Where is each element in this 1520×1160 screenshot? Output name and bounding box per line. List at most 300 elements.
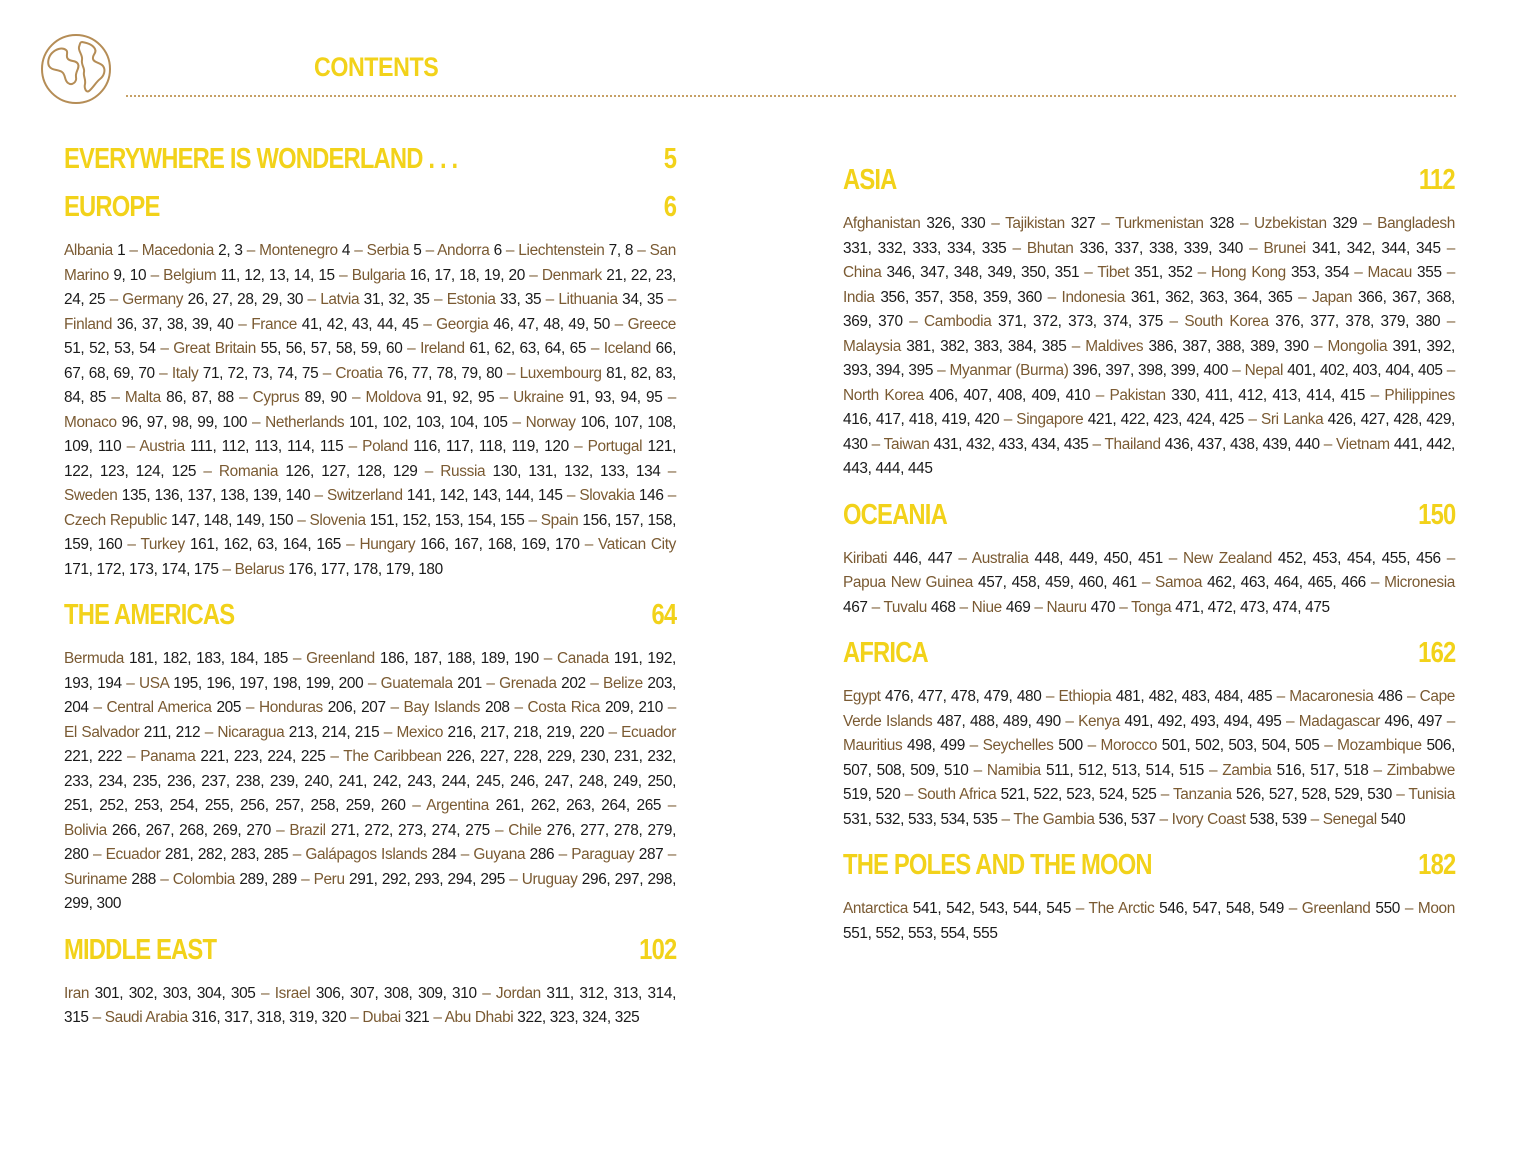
country-name[interactable]: Nauru bbox=[1046, 598, 1087, 616]
country-name[interactable]: Cyprus bbox=[252, 389, 300, 406]
country-name[interactable]: Liechtenstein bbox=[518, 242, 605, 259]
country-name[interactable]: France bbox=[251, 315, 297, 333]
section-entries bbox=[843, 897, 1455, 946]
entry-separator: – bbox=[1319, 737, 1338, 754]
country-name[interactable]: Canada bbox=[557, 650, 609, 667]
entry-separator: – bbox=[1440, 313, 1456, 330]
country-name[interactable]: The Gambia bbox=[1013, 810, 1095, 828]
country-pages: 301, 302, 303, 304, 305 bbox=[94, 984, 256, 1002]
entry-separator: – bbox=[146, 266, 164, 284]
country-name[interactable]: Papua New Guinea bbox=[843, 574, 974, 591]
country-pages: 396, 397, 398, 399, 400 bbox=[1072, 362, 1229, 379]
country-name[interactable]: Morocco bbox=[1100, 737, 1158, 754]
country-name[interactable]: Spain bbox=[540, 511, 579, 529]
country-pages: 371, 372, 373, 374, 375 bbox=[997, 313, 1163, 330]
entry-separator: – bbox=[1155, 810, 1172, 828]
entry-separator: – bbox=[663, 487, 676, 504]
country-pages: 550 bbox=[1375, 900, 1400, 917]
section-title[interactable]: ASIA bbox=[843, 164, 897, 196]
entry-separator: – bbox=[509, 699, 528, 716]
country-name[interactable]: India bbox=[843, 288, 875, 306]
entry-separator: – bbox=[1442, 712, 1455, 730]
country-name[interactable]: Argentina bbox=[426, 797, 489, 814]
section-page-number: 182 bbox=[1417, 849, 1455, 881]
country-name[interactable]: Mongolia bbox=[1327, 337, 1388, 355]
section-entries bbox=[64, 239, 676, 582]
country-name[interactable]: Taiwan bbox=[883, 435, 930, 453]
country-pages: 351, 352 bbox=[1134, 264, 1193, 281]
country-name[interactable]: Senegal bbox=[1322, 810, 1377, 828]
entry-separator: – bbox=[363, 674, 381, 692]
section-heading bbox=[64, 191, 676, 225]
country-name[interactable]: Croatia bbox=[335, 364, 383, 382]
country-name[interactable]: Netherlands bbox=[265, 413, 345, 431]
country-name[interactable]: Indonesia bbox=[1061, 288, 1126, 306]
country-pages: 151, 152, 153, 154, 155 bbox=[369, 511, 525, 529]
country-name[interactable]: Greece bbox=[627, 315, 676, 333]
country-name[interactable]: Tanzania bbox=[1172, 786, 1232, 803]
country-name[interactable]: Samoa bbox=[1155, 574, 1203, 591]
country-pages: 166, 167, 168, 169, 170 bbox=[420, 536, 580, 553]
country-name[interactable]: Guatemala bbox=[380, 674, 453, 692]
country-pages: 281, 282, 283, 285 bbox=[164, 846, 289, 863]
country-name[interactable]: Ivory Coast bbox=[1171, 810, 1246, 828]
entry-separator: – bbox=[1440, 549, 1455, 567]
country-name[interactable]: Belarus bbox=[234, 560, 285, 578]
country-name[interactable]: Moldova bbox=[365, 389, 422, 406]
country-pages: 226, 227, 228, 229, 230, 231, 232, 233, 234, 235, 236, 237, 238, 239, 240, 241, 242, 243, 244, 245, 246, 247, 248, 249, 250, 251, 252, 253, 254, 255, 256, 257, 258, 259, 260 bbox=[64, 748, 676, 814]
section-title[interactable]: THE POLES AND THE MOON bbox=[843, 849, 1152, 881]
country-name[interactable]: Panama bbox=[140, 748, 196, 765]
entry-separator: – bbox=[405, 797, 427, 814]
country-pages: 101, 102, 103, 104, 105 bbox=[349, 413, 508, 431]
country-pages: 221, 222 bbox=[64, 748, 123, 765]
section-entries bbox=[843, 212, 1455, 482]
section-heading bbox=[843, 849, 1455, 883]
entry-separator: – bbox=[125, 242, 142, 259]
country-pages: 331, 332, 333, 334, 335 bbox=[843, 239, 1007, 257]
entry-separator: – bbox=[633, 242, 650, 259]
country-name[interactable]: Denmark bbox=[541, 266, 602, 284]
section-entries bbox=[64, 982, 676, 1031]
entry-separator: – bbox=[218, 560, 235, 578]
country-name[interactable]: Austria bbox=[139, 438, 185, 455]
country-name[interactable]: Lithuania bbox=[558, 291, 618, 308]
country-name[interactable]: Antarctica bbox=[843, 900, 908, 917]
entry-separator: – bbox=[156, 870, 173, 888]
section-poles bbox=[843, 849, 1455, 946]
country-name[interactable]: Bangladesh bbox=[1377, 215, 1455, 232]
country-name[interactable]: Israel bbox=[274, 984, 311, 1002]
country-name[interactable]: Sweden bbox=[64, 487, 118, 504]
country-name[interactable]: Andorra bbox=[437, 242, 490, 259]
entry-separator: – bbox=[106, 389, 125, 406]
country-name[interactable]: Bermuda bbox=[64, 650, 124, 667]
globe-icon bbox=[38, 33, 116, 105]
country-pages: 289, 289 bbox=[239, 870, 297, 888]
entry-separator: – bbox=[1319, 435, 1337, 453]
country-name[interactable]: Zambia bbox=[1222, 761, 1272, 779]
entry-separator: – bbox=[900, 786, 918, 803]
country-name[interactable]: Ecuador bbox=[105, 846, 161, 863]
country-name[interactable]: Central America bbox=[106, 699, 212, 716]
country-name[interactable]: North Korea bbox=[843, 386, 924, 404]
entry-separator: – bbox=[379, 723, 397, 741]
entry-separator: – bbox=[507, 413, 526, 431]
country-name[interactable]: Tuvalu bbox=[883, 598, 927, 616]
entry-separator: – bbox=[233, 389, 253, 406]
entry-separator: – bbox=[538, 650, 558, 667]
entry-separator: – bbox=[417, 462, 441, 480]
country-name[interactable]: Norway bbox=[525, 413, 576, 431]
country-name[interactable]: Brazil bbox=[289, 821, 326, 839]
country-name[interactable]: Great Britain bbox=[173, 340, 256, 357]
country-pages: 501, 502, 503, 504, 505 bbox=[1161, 737, 1320, 754]
section-page-number: 64 bbox=[651, 599, 676, 631]
country-pages: 266, 267, 268, 269, 270 bbox=[111, 821, 272, 839]
country-name[interactable]: South Korea bbox=[1184, 313, 1269, 330]
country-name[interactable]: Australia bbox=[971, 549, 1029, 567]
country-name[interactable]: Slovakia bbox=[579, 487, 635, 504]
section-title[interactable]: AFRICA bbox=[843, 637, 928, 669]
entry-separator: – bbox=[334, 266, 352, 284]
country-pages: 448, 449, 450, 451 bbox=[1034, 549, 1163, 567]
entry-separator: – bbox=[1281, 712, 1299, 730]
country-name[interactable]: Suriname bbox=[64, 870, 128, 888]
country-name[interactable]: Grenada bbox=[499, 674, 557, 692]
country-name[interactable]: Seychelles bbox=[982, 737, 1054, 754]
country-name[interactable]: Singapore bbox=[1016, 411, 1084, 428]
country-name[interactable]: Colombia bbox=[172, 870, 236, 888]
country-name[interactable]: Mauritius bbox=[843, 737, 903, 754]
country-name[interactable]: Nepal bbox=[1244, 362, 1284, 379]
country-name[interactable]: Madagascar bbox=[1298, 712, 1380, 730]
country-name[interactable]: Mexico bbox=[396, 723, 444, 741]
country-pages: 519, 520 bbox=[843, 786, 901, 803]
country-pages: 201 bbox=[457, 674, 482, 692]
country-name[interactable]: Czech Republic bbox=[64, 511, 167, 529]
country-name[interactable]: Estonia bbox=[446, 291, 496, 308]
country-pages: 526, 527, 528, 529, 530 bbox=[1236, 786, 1392, 803]
country-name[interactable]: Chile bbox=[508, 821, 542, 839]
country-pages: 500 bbox=[1058, 737, 1083, 754]
country-name[interactable]: Micronesia bbox=[1384, 574, 1456, 591]
country-name[interactable]: Serbia bbox=[366, 242, 410, 259]
country-name[interactable]: Jordan bbox=[495, 984, 541, 1002]
country-pages: 538, 539 bbox=[1249, 810, 1307, 828]
entry-separator: – bbox=[1060, 712, 1079, 730]
entry-separator: – bbox=[554, 846, 572, 863]
country-pages: 487, 488, 489, 490 bbox=[936, 712, 1061, 730]
entry-separator: – bbox=[105, 291, 123, 308]
country-pages: 5 bbox=[413, 242, 422, 259]
entry-separator: – bbox=[902, 313, 925, 330]
entry-separator: – bbox=[663, 846, 676, 863]
entry-separator: – bbox=[1192, 264, 1211, 281]
entry-separator: – bbox=[121, 674, 139, 692]
entry-separator: – bbox=[1162, 549, 1184, 567]
country-name[interactable]: Finland bbox=[64, 315, 113, 333]
section-americas bbox=[64, 599, 676, 917]
country-pages: 406, 407, 408, 409, 410 bbox=[929, 386, 1091, 404]
country-name[interactable]: Galápagos Islands bbox=[305, 846, 428, 863]
country-name[interactable]: Mozambique bbox=[1337, 737, 1422, 754]
country-name[interactable]: The Arctic bbox=[1088, 900, 1155, 917]
country-name[interactable]: Italy bbox=[171, 364, 199, 382]
entry-separator: – bbox=[481, 674, 500, 692]
entry-separator: – bbox=[1357, 215, 1378, 232]
country-pages: 446, 447 bbox=[893, 549, 953, 567]
country-pages: 1 bbox=[117, 242, 126, 259]
entry-separator: – bbox=[154, 364, 172, 382]
country-pages: 141, 142, 143, 144, 145 bbox=[406, 487, 563, 504]
country-name[interactable]: South Africa bbox=[917, 786, 997, 803]
country-name[interactable]: Vatican City bbox=[598, 536, 676, 553]
country-name[interactable]: Egypt bbox=[843, 688, 881, 705]
entry-separator: – bbox=[1115, 598, 1132, 616]
country-name[interactable]: Vietnam bbox=[1336, 435, 1390, 453]
country-name[interactable]: Afghanistan bbox=[843, 215, 921, 232]
country-name[interactable]: Russia bbox=[440, 462, 486, 480]
country-pages: 296, 297, 298, 299, 300 bbox=[64, 870, 677, 912]
country-pages: 457, 458, 459, 460, 461 bbox=[978, 574, 1137, 591]
country-pages: 66, 67, 68, 69, 70 bbox=[64, 340, 677, 382]
country-name[interactable]: Kiribati bbox=[843, 549, 888, 567]
country-pages: 21, 22, 23, 24, 25 bbox=[64, 266, 676, 308]
section-africa bbox=[843, 637, 1455, 832]
entry-separator: – bbox=[1041, 288, 1062, 306]
country-name[interactable]: Costa Rica bbox=[527, 699, 601, 716]
country-name[interactable]: Montenegro bbox=[259, 242, 338, 259]
entry-separator: – bbox=[1292, 288, 1313, 306]
country-name[interactable]: Sri Lanka bbox=[1260, 411, 1324, 428]
country-name[interactable]: Thailand bbox=[1104, 435, 1161, 453]
country-pages: 536, 537 bbox=[1098, 810, 1156, 828]
entry-separator: – bbox=[418, 315, 437, 333]
country-name[interactable]: San Marino bbox=[64, 242, 676, 284]
entry-separator: – bbox=[586, 340, 604, 357]
country-pages: 146 bbox=[638, 487, 664, 504]
section-entries bbox=[843, 547, 1455, 621]
country-name[interactable]: Tajikistan bbox=[1005, 215, 1065, 232]
country-name[interactable]: Bulgaria bbox=[351, 266, 406, 284]
entry-separator: – bbox=[662, 389, 676, 406]
country-name[interactable]: Pakistan bbox=[1109, 386, 1166, 404]
entry-separator: – bbox=[346, 389, 366, 406]
country-name[interactable]: Moon bbox=[1417, 900, 1455, 917]
country-name[interactable]: Tunisia bbox=[1408, 786, 1455, 803]
section-page-number: 150 bbox=[1417, 498, 1455, 531]
entry-separator: – bbox=[421, 242, 438, 259]
country-pages: 531, 532, 533, 534, 535 bbox=[843, 810, 998, 828]
country-name[interactable]: Monaco bbox=[64, 413, 117, 431]
country-pages: 61, 62, 63, 64, 65 bbox=[469, 340, 587, 357]
section-middle-east bbox=[64, 934, 676, 1031]
country-name[interactable]: Germany bbox=[122, 291, 184, 308]
entry-separator: – bbox=[1306, 810, 1323, 828]
country-pages: 284 bbox=[431, 846, 457, 863]
section-title[interactable]: THE AMERICAS bbox=[64, 599, 235, 631]
country-name[interactable]: Bolivia bbox=[64, 821, 107, 839]
entry-separator: – bbox=[296, 870, 314, 888]
country-name[interactable]: Kenya bbox=[1078, 712, 1120, 730]
section-title[interactable]: MIDDLE EAST bbox=[64, 933, 217, 966]
country-name[interactable]: Bay Islands bbox=[403, 699, 481, 716]
country-name[interactable]: Greenland bbox=[1301, 900, 1371, 917]
country-name[interactable]: Poland bbox=[362, 438, 408, 455]
country-name[interactable]: Japan bbox=[1312, 288, 1353, 306]
section-heading bbox=[843, 499, 1455, 533]
country-pages: 329 bbox=[1332, 215, 1358, 232]
entry-separator: – bbox=[1442, 362, 1456, 379]
country-pages: 116, 117, 118, 119, 120 bbox=[413, 438, 569, 455]
entry-separator: – bbox=[964, 737, 983, 754]
country-name[interactable]: Tibet bbox=[1097, 264, 1130, 281]
entry-separator: – bbox=[933, 362, 950, 379]
entry-separator: – bbox=[1070, 900, 1089, 917]
country-name[interactable]: Brunei bbox=[1263, 239, 1306, 257]
country-name[interactable]: Albania bbox=[64, 242, 113, 259]
right-column bbox=[843, 164, 1455, 963]
country-name[interactable]: Namibia bbox=[986, 761, 1041, 779]
entry-separator: – bbox=[1402, 688, 1420, 705]
country-name[interactable]: Philippines bbox=[1384, 386, 1455, 404]
section-heading bbox=[64, 599, 676, 633]
country-pages: 498, 499 bbox=[907, 737, 965, 754]
entry-separator: – bbox=[1244, 411, 1261, 428]
country-name[interactable]: Hong Kong bbox=[1210, 264, 1286, 281]
country-name[interactable]: Macedonia bbox=[141, 242, 214, 259]
country-name[interactable]: Belize bbox=[603, 674, 643, 692]
country-name[interactable]: Ukraine bbox=[513, 389, 564, 406]
country-name[interactable]: Niue bbox=[971, 598, 1002, 616]
country-pages: 211, 212 bbox=[143, 723, 201, 741]
country-name[interactable]: Georgia bbox=[436, 315, 489, 333]
country-name[interactable]: Luxembourg bbox=[519, 364, 602, 382]
country-pages: 468 bbox=[930, 598, 956, 616]
section-entries bbox=[843, 685, 1455, 832]
section-title[interactable]: EUROPE bbox=[64, 191, 160, 223]
entry-separator: – bbox=[1365, 574, 1385, 591]
country-pages: 206, 207 bbox=[327, 699, 386, 716]
country-name[interactable]: Tonga bbox=[1131, 598, 1172, 616]
country-name[interactable]: China bbox=[843, 264, 882, 281]
country-name[interactable]: Bhutan bbox=[1026, 239, 1074, 257]
country-name[interactable]: Greenland bbox=[306, 650, 375, 667]
country-pages: 130, 131, 132, 133, 134 bbox=[492, 462, 661, 480]
country-name[interactable]: Maldives bbox=[1085, 337, 1144, 355]
country-name[interactable]: Cambodia bbox=[924, 313, 992, 330]
country-pages: 356, 357, 358, 359, 360 bbox=[880, 288, 1042, 306]
country-pages: 91, 92, 95 bbox=[426, 389, 495, 406]
country-name[interactable]: Honduras bbox=[258, 699, 323, 716]
country-name[interactable]: Cape Verde Islands bbox=[843, 688, 1455, 730]
country-name[interactable]: Macau bbox=[1367, 264, 1412, 281]
country-name[interactable]: The Caribbean bbox=[343, 748, 442, 765]
country-name[interactable]: New Zealand bbox=[1183, 549, 1272, 567]
country-pages: 135, 136, 137, 138, 139, 140 bbox=[121, 487, 311, 504]
country-pages: 81, 82, 83, 84, 85 bbox=[64, 364, 676, 406]
country-name[interactable]: USA bbox=[138, 674, 169, 692]
country-name[interactable]: Peru bbox=[313, 870, 345, 888]
country-name[interactable]: Malta bbox=[124, 389, 161, 406]
entry-separator: – bbox=[502, 364, 520, 382]
country-pages: 328 bbox=[1209, 215, 1235, 232]
country-name[interactable]: Saudi Arabia bbox=[104, 1009, 188, 1026]
country-name[interactable]: Malaysia bbox=[843, 337, 901, 355]
country-name[interactable]: Guyana bbox=[473, 846, 526, 863]
entry-separator: – bbox=[241, 699, 259, 716]
country-name[interactable]: El Salvador bbox=[64, 723, 140, 741]
country-name[interactable]: Dubai bbox=[362, 1009, 401, 1026]
entry-separator: – bbox=[310, 487, 327, 504]
country-name[interactable]: Switzerland bbox=[326, 487, 403, 504]
entry-separator: – bbox=[293, 511, 310, 529]
country-pages: 322, 323, 324, 325 bbox=[517, 1009, 640, 1026]
country-pages: 111, 112, 113, 114, 115 bbox=[190, 438, 344, 455]
country-name[interactable]: Ecuador bbox=[621, 723, 677, 741]
section-page-number: 102 bbox=[638, 933, 676, 966]
country-name[interactable]: Zimbabwe bbox=[1386, 761, 1455, 779]
left-column bbox=[64, 143, 676, 1048]
country-pages: 391, 392, 393, 394, 395 bbox=[843, 337, 1455, 379]
entry-separator: – bbox=[504, 870, 522, 888]
section-title[interactable]: OCEANIA bbox=[843, 498, 947, 531]
country-name[interactable]: Iceland bbox=[603, 340, 651, 357]
country-pages: 121, 122, 123, 124, 125 bbox=[64, 438, 677, 480]
country-name[interactable]: Ireland bbox=[420, 340, 465, 357]
entry-separator: – bbox=[1440, 239, 1455, 257]
country-pages: 33, 35 bbox=[500, 291, 542, 308]
entry-separator: – bbox=[122, 536, 141, 553]
country-pages: 416, 417, 418, 419, 420 bbox=[843, 411, 1000, 428]
country-pages: 336, 337, 338, 339, 340 bbox=[1079, 239, 1243, 257]
country-name[interactable]: Macaronesia bbox=[1289, 688, 1374, 705]
country-name[interactable]: Paraguay bbox=[571, 846, 635, 863]
country-name[interactable]: Hungary bbox=[359, 536, 416, 553]
country-name[interactable]: Uruguay bbox=[521, 870, 578, 888]
country-name[interactable]: Portugal bbox=[587, 438, 643, 455]
country-name[interactable]: Ethiopia bbox=[1058, 688, 1112, 705]
country-name[interactable]: Romania bbox=[218, 462, 279, 480]
country-name[interactable]: Nicaragua bbox=[217, 723, 285, 741]
section-heading bbox=[843, 637, 1455, 671]
entry-separator: – bbox=[1368, 761, 1387, 779]
section-title[interactable]: EVERYWHERE IS WONDERLAND . . . bbox=[64, 143, 458, 175]
entry-separator: – bbox=[350, 242, 367, 259]
entry-separator: – bbox=[609, 315, 628, 333]
country-name[interactable]: Myanmar (Burma) bbox=[949, 362, 1069, 379]
country-pages: 9, 10 bbox=[113, 266, 147, 284]
section-wonderland bbox=[64, 143, 676, 177]
section-heading bbox=[843, 164, 1455, 198]
country-name[interactable]: Slovenia bbox=[309, 511, 366, 529]
country-name[interactable]: Turkmenistan bbox=[1115, 215, 1204, 232]
country-name[interactable]: Latvia bbox=[320, 291, 360, 308]
section-page-number: 162 bbox=[1417, 637, 1455, 669]
country-pages: 361, 362, 363, 364, 365 bbox=[1130, 288, 1293, 306]
country-name[interactable]: Iran bbox=[64, 984, 90, 1002]
country-name[interactable]: Abu Dhabi bbox=[444, 1009, 514, 1026]
country-pages: 7, 8 bbox=[608, 242, 634, 259]
country-pages: 203, 204 bbox=[64, 674, 676, 716]
entry-separator: – bbox=[524, 266, 542, 284]
country-name[interactable]: Belgium bbox=[163, 266, 217, 284]
country-name[interactable]: Turkey bbox=[140, 536, 185, 553]
country-pages: 316, 317, 318, 319, 320 bbox=[191, 1009, 347, 1026]
country-name[interactable]: Uzbekistan bbox=[1254, 215, 1327, 232]
entry-separator: – bbox=[255, 984, 275, 1002]
